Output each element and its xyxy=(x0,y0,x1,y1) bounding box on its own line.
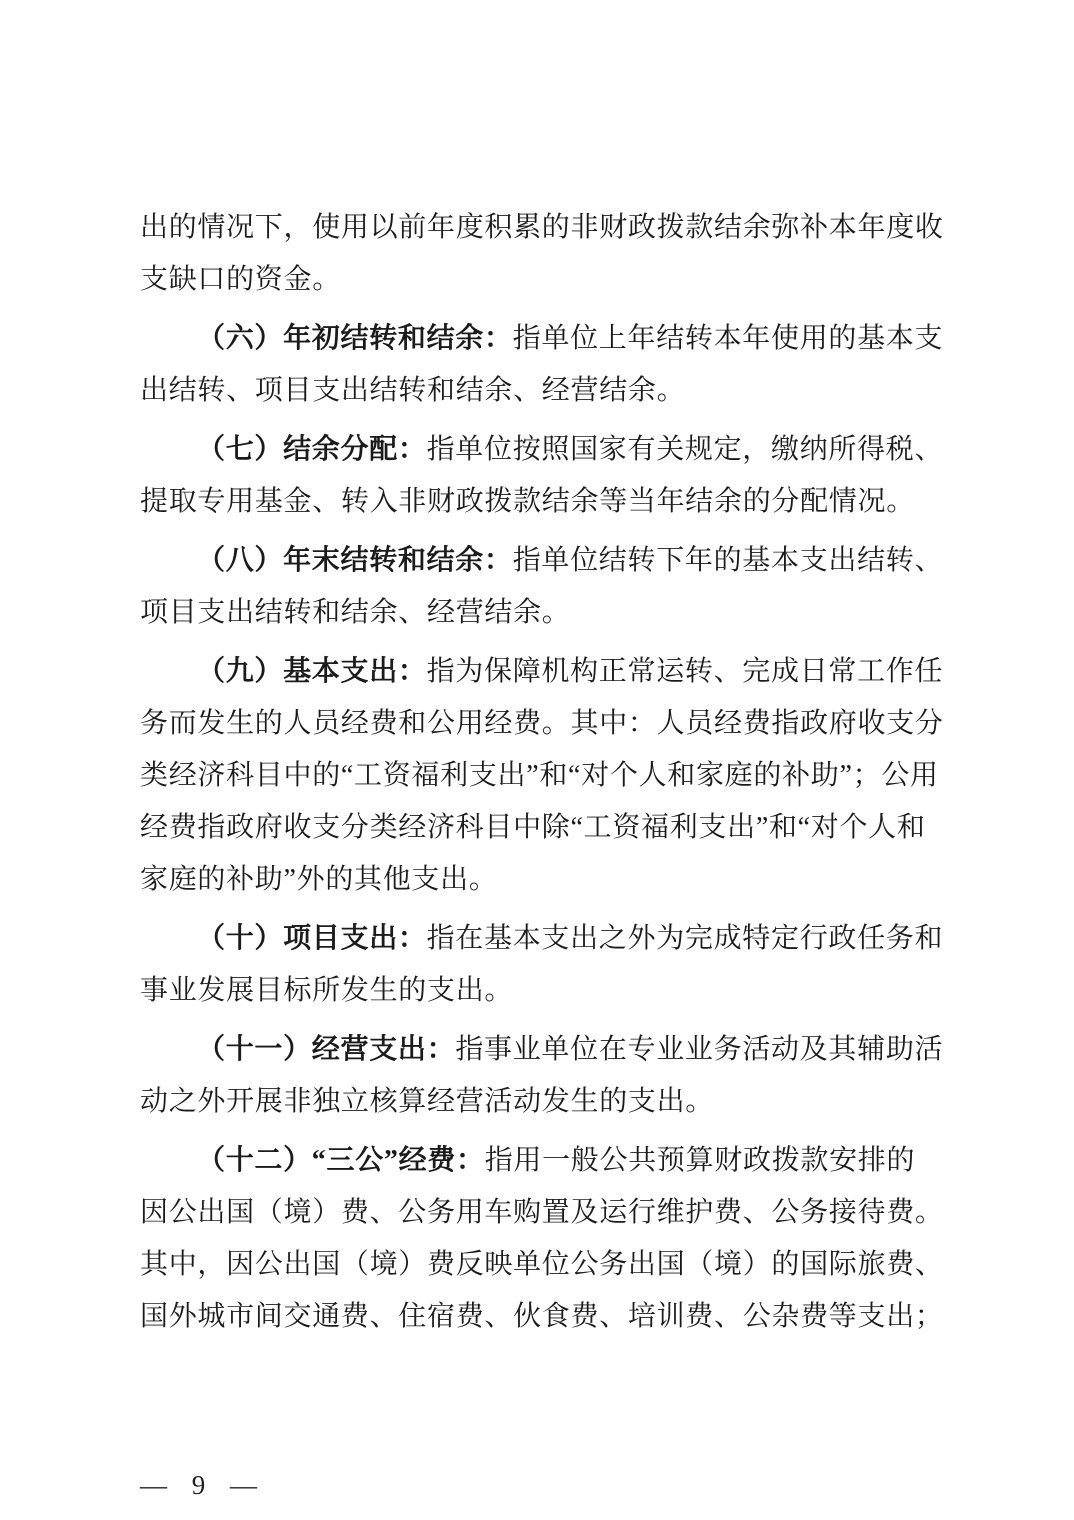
text-line xyxy=(140,1076,943,1128)
text-line xyxy=(140,587,943,639)
text-line xyxy=(140,1239,943,1291)
term-label: （七）结余分配： xyxy=(197,434,427,465)
term-label: （十二）“三公”经费： xyxy=(197,1145,485,1176)
line-text: 指在基本支出之外为完成特定行政任务和 xyxy=(426,923,944,954)
para-item-7 xyxy=(140,424,943,528)
page-number: — 9 — xyxy=(140,1470,258,1500)
para-item-6 xyxy=(140,313,943,417)
text-line xyxy=(140,698,943,750)
line-text: 其中，因公出国（境）费反映单位公务出国（境）的国际旅费、 xyxy=(140,1249,944,1280)
para-item-9 xyxy=(140,646,943,906)
text-line xyxy=(140,646,943,698)
text-line xyxy=(140,365,943,417)
line-text: 因公出国（境）费、公务用车购置及运行维护费、公务接待费。 xyxy=(140,1197,944,1228)
line-text: 类经济科目中的“工资福利支出”和“对个人和家庭的补助”；公用 xyxy=(140,760,939,791)
text-line xyxy=(140,965,943,1017)
line-text: 指用一般公共预算财政拨款安排的 xyxy=(484,1145,916,1176)
text-line xyxy=(140,802,943,854)
line-text: 务而发生的人员经费和公用经费。其中：人员经费指政府收支分 xyxy=(140,708,944,739)
para-item-10 xyxy=(140,913,943,1017)
line-text: 提取专用基金、转入非财政拨款结余等当年结余的分配情况。 xyxy=(140,486,915,517)
text-line xyxy=(140,254,943,306)
line-text: 出的情况下，使用以前年度积累的非财政拨款结余弥补本年度收 xyxy=(140,212,944,243)
para-item-12 xyxy=(140,1135,943,1343)
line-text: 指单位按照国家有关规定，缴纳所得税、 xyxy=(426,434,944,465)
text-line xyxy=(140,424,943,476)
text-line xyxy=(140,854,943,906)
text-line xyxy=(140,1024,943,1076)
text-line xyxy=(140,476,943,528)
line-text: 支缺口的资金。 xyxy=(140,264,341,295)
text-line xyxy=(140,1291,943,1343)
term-label: （十一）经营支出： xyxy=(197,1034,456,1065)
para-item-11 xyxy=(140,1024,943,1128)
line-text: 指单位上年结转本年使用的基本支 xyxy=(512,323,944,354)
text-line xyxy=(140,313,943,365)
text-line xyxy=(140,1187,943,1239)
text-line xyxy=(140,913,943,965)
text-line xyxy=(140,202,943,254)
term-label: （十）项目支出： xyxy=(197,923,427,954)
term-label: （九）基本支出： xyxy=(197,656,427,687)
para-item-8 xyxy=(140,535,943,639)
line-text: 事业发展目标所发生的支出。 xyxy=(140,975,514,1006)
line-text: 项目支出结转和结余、经营结余。 xyxy=(140,597,571,628)
term-label: （六）年初结转和结余： xyxy=(197,323,513,354)
term-label: （八）年末结转和结余： xyxy=(197,545,513,576)
text-line xyxy=(140,1135,943,1187)
text-line xyxy=(140,535,943,587)
line-text: 动之外开展非独立核算经营活动发生的支出。 xyxy=(140,1086,715,1117)
line-text: 指事业单位在专业业务活动及其辅助活 xyxy=(455,1034,944,1065)
line-text: 指单位结转下年的基本支出结转、 xyxy=(512,545,944,576)
text-line xyxy=(140,750,943,802)
line-text: 指为保障机构正常运转、完成日常工作任 xyxy=(426,656,944,687)
line-text: 出结转、项目支出结转和结余、经营结余。 xyxy=(140,375,686,406)
line-text: 家庭的补助”外的其他支出。 xyxy=(140,864,498,895)
document-body xyxy=(140,202,943,1343)
line-text: 经费指政府收支分类经济科目中除“工资福利支出”和“对个人和 xyxy=(140,812,926,843)
line-text: 国外城市间交通费、住宿费、伙食费、培训费、公杂费等支出； xyxy=(140,1301,944,1332)
para-continuation xyxy=(140,202,943,306)
